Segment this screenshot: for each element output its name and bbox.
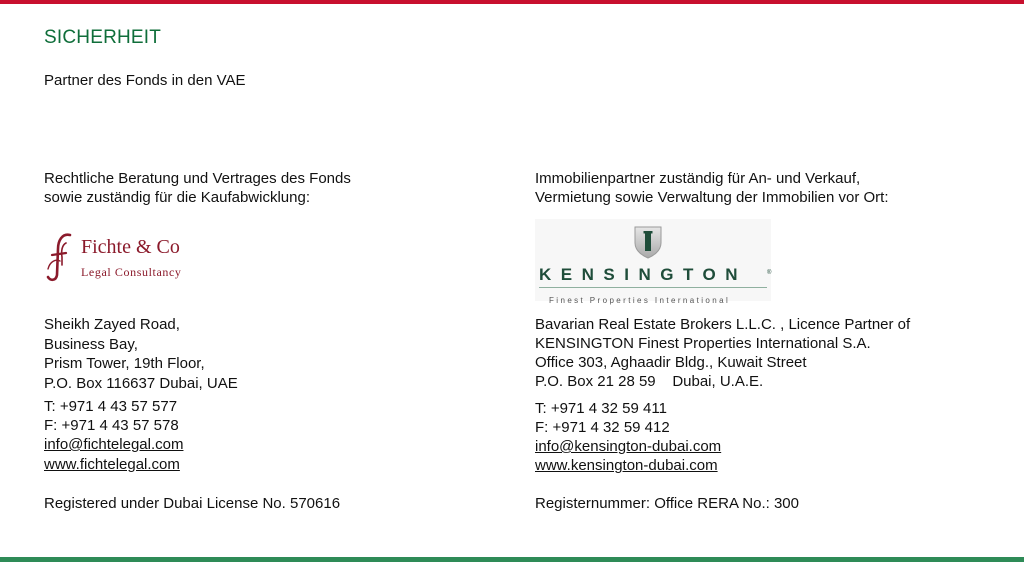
real-estate-partner-contact [535,399,1005,475]
address-line: P.O. Box 21 28 59 Dubai, U.A.E. [535,373,764,390]
registered-mark-icon: ® [767,270,772,276]
address-line: Sheikh Zayed Road, [44,316,180,333]
website-link[interactable]: www.kensington-dubai.com [535,457,718,474]
legal-partner-intro [44,169,484,207]
page-subtitle: Partner des Fonds in den VAE [44,72,246,89]
website-link[interactable]: www.fichtelegal.com [44,456,180,473]
intro-line: Rechtliche Beratung und Vertrages des Fonds [44,170,351,187]
legal-partner-contact [44,397,484,475]
real-estate-partner-address [535,315,1005,391]
fax-number: F: +971 4 32 59 412 [535,419,670,436]
address-line: Office 303, Aghaadir Bldg., Kuwait Street [535,354,807,371]
top-accent-bar [0,0,1024,4]
fichte-monogram-icon [44,231,78,283]
fichte-logo [44,223,484,301]
intro-line: Vermietung sowie Verwaltung der Immobilien vor Ort: [535,189,889,206]
real-estate-partner-column [535,169,1005,475]
email-link[interactable]: info@fichtelegal.com [44,436,184,453]
kensington-logo-tagline: Finest Properties International [549,296,731,305]
fichte-logo-name: Fichte & Co [81,236,180,258]
email-link[interactable]: info@kensington-dubai.com [535,438,722,455]
kensington-logo [535,223,1005,305]
fax-number: F: +971 4 43 57 578 [44,417,179,434]
address-line: Business Bay, [44,335,138,353]
intro-line: Immobilienpartner zuständig für An- und Verkauf, [535,170,861,187]
real-estate-partner-registration: Registernummer: Office RERA No.: 300 [535,495,799,512]
shield-icon [633,225,663,259]
address-line: Prism Tower, 19th Floor, [44,355,205,372]
phone-number: T: +971 4 43 57 577 [44,398,178,415]
fichte-logo-tagline: Legal Consultancy [81,265,182,279]
address-line: P.O. Box 116637 Dubai, UAE [44,374,238,392]
kensington-logo-box [535,219,772,305]
page-title: SICHERHEIT [44,27,162,48]
bottom-accent-bar [0,557,1024,562]
phone-number: T: +971 4 32 59 411 [535,400,667,417]
legal-partner-registration: Registered under Dubai License No. 570616 [44,495,341,512]
address-line: Bavarian Real Estate Brokers L.L.C. , Licence Partner of [535,316,911,333]
intro-line: sowie zuständig für die Kaufabwicklung: [44,189,310,206]
kensington-logo-name: KENSINGTON [539,265,748,284]
real-estate-partner-intro [535,169,1005,207]
legal-partner-address [44,315,484,393]
address-line: KENSINGTON Finest Properties International S.A. [535,335,871,352]
logo-divider [539,287,767,288]
legal-partner-column [44,169,484,475]
